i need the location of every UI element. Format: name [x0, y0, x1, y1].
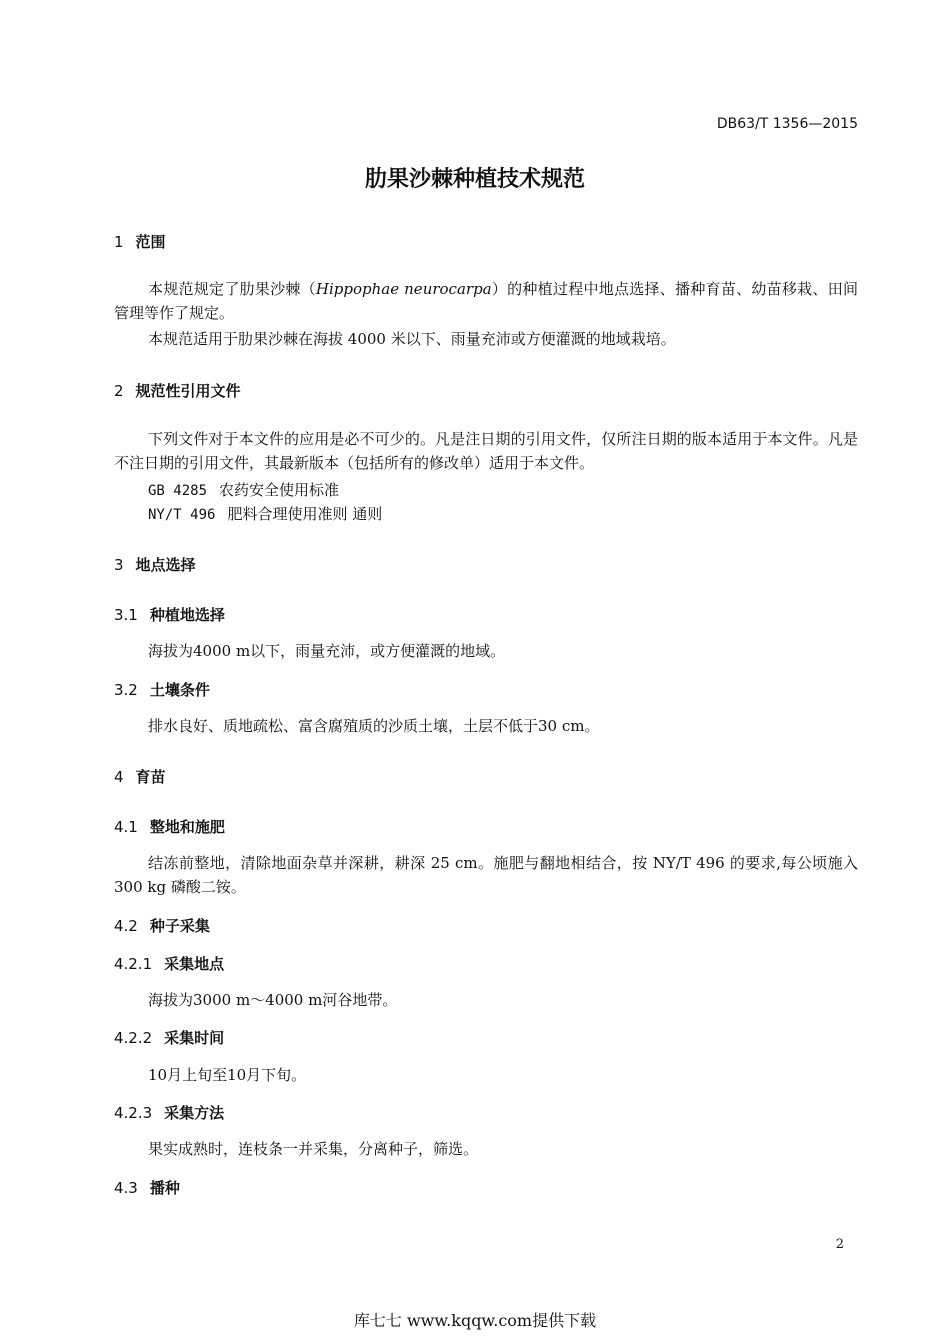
section-title: 土壤条件 [149, 681, 210, 699]
reference-name: 肥料合理使用准则 通则 [227, 505, 383, 523]
section-title: 育苗 [135, 768, 166, 786]
section-4-1-heading [114, 816, 225, 837]
section-3-2-heading [114, 679, 210, 700]
section-number: 1 [114, 233, 124, 251]
reference-gb4285 [148, 479, 339, 500]
section-4-2-3-text: 果实成熟时，连枝条一并采集，分离种子，筛选。 [148, 1140, 479, 1158]
section-4-2-2-text: 10月上旬至10月下旬。 [148, 1066, 307, 1084]
section-1-paragraph-2: 本规范适用于肋果沙棘在海拔 4000 米以下、雨量充沛或方便灌溉的地域栽培。 [148, 330, 676, 348]
section-number: 4.2 [114, 917, 138, 935]
latin-name: Hippophae neurocarpa [315, 280, 492, 298]
section-4-2-3-heading [114, 1102, 224, 1123]
reference-code: GB 4285 [148, 483, 208, 499]
standard-number: DB63/T 1356—2015 [716, 116, 858, 132]
section-number: 2 [114, 382, 124, 400]
section-3-heading [114, 554, 196, 575]
section-4-2-1-heading [114, 953, 224, 974]
section-2-heading [114, 380, 241, 401]
section-3-1-heading [114, 604, 225, 625]
document-title: 肋果沙棘种植技术规范 [364, 167, 585, 192]
section-number: 4.2.3 [114, 1104, 153, 1122]
section-title: 采集地点 [164, 955, 225, 973]
section-title: 采集时间 [164, 1029, 225, 1047]
reference-nyt496 [148, 503, 382, 524]
section-title: 范围 [135, 233, 166, 251]
section-title: 规范性引用文件 [135, 382, 241, 400]
section-title: 采集方法 [164, 1104, 225, 1122]
section-2-paragraph: 下列文件对于本文件的应用是必不可少的。凡是注日期的引用文件，仅所注日期的版本适用于本文件。凡是不注日期的引用文件，其最新版本（包括所有的修改单）适用于本文件。 [114, 430, 858, 472]
section-number: 3.2 [114, 681, 138, 699]
section-3-1-text: 海拔为4000 m以下，雨量充沛，或方便灌溉的地域。 [148, 642, 506, 660]
section-4-2-2-heading [114, 1027, 224, 1048]
section-title: 播种 [149, 1179, 180, 1197]
download-footer: 库七七 www.kqqw.com提供下载 [353, 1311, 597, 1330]
section-4-3-heading [114, 1177, 180, 1198]
section-4-2-1-text: 海拔为3000 m～4000 m河谷地带。 [148, 991, 398, 1009]
section-number: 4 [114, 768, 124, 786]
section-number: 4.3 [114, 1179, 138, 1197]
section-4-heading [114, 766, 166, 787]
section-number: 3 [114, 556, 124, 574]
section-1-heading [114, 231, 166, 252]
text-run: 本规范规定了肋果沙棘（ [148, 280, 316, 298]
reference-code: NY/T 496 [148, 507, 216, 523]
section-4-1-text: 结冻前整地，清除地面杂草并深耕，耕深 25 cm。施肥与翻地相结合，按 NY/T 496 的要求,每公顷施入 300 kg 磷酸二铵。 [114, 854, 858, 896]
section-title: 整地和施肥 [149, 818, 225, 836]
section-number: 4.2.1 [114, 955, 153, 973]
section-4-2-heading [114, 915, 210, 936]
page-number: 2 [835, 1237, 844, 1252]
section-number: 4.1 [114, 818, 138, 836]
section-1-paragraph-1 [114, 277, 858, 325]
section-number: 3.1 [114, 606, 138, 624]
section-title: 地点选择 [135, 556, 196, 574]
section-3-2-text: 排水良好、质地疏松、富含腐殖质的沙质土壤，土层不低于30 cm。 [148, 717, 600, 735]
text-run: ）的种植过程中地点选择、播种育苗、幼苗移栽、田间管理等作了规定。 [114, 280, 858, 322]
reference-name: 农药安全使用标准 [219, 481, 340, 499]
section-title: 种子采集 [149, 917, 210, 935]
section-number: 4.2.2 [114, 1029, 153, 1047]
section-title: 种植地选择 [149, 606, 225, 624]
